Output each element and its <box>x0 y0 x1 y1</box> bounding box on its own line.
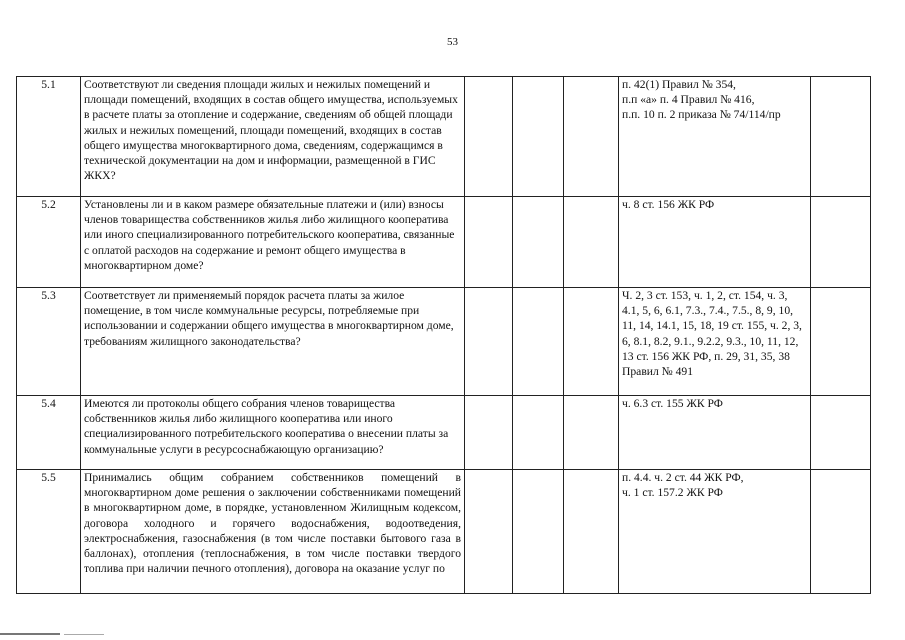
question-text: Установлены ли и в каком размере обязательные платежи и (или) взносы членов товарищества собственников жилья либо жилищного кооператива или иного специализированного потребительского кооператива, связанные с оплатой расходов на содержание и ремонт общего имущества в многоквартирном доме? <box>81 197 465 288</box>
row-number: 5.4 <box>17 396 81 470</box>
question-text: Имеются ли протоколы общего собрания членов товарищества собственников жилья либо жилищного кооператива или иного специализированного потребительского кооператива о внесении платы за коммунальные услуги в ресурсоснабжающую организацию? <box>81 396 465 470</box>
scan-artifact-line <box>64 634 104 635</box>
legal-reference: Ч. 2, 3 ст. 153, ч. 1, 2, ст. 154, ч. 3, 4.1, 5, 6, 6.1, 7.3., 7.4., 7.5., 8, 9, 10, 11, 14, 14.1, 15, 18, 19 ст. 155, ч. 2, 3, 6, 8.1, 8.2, 9.1., 9.2.2, 9.3., 10, 11, 12, 13 ст. 156 ЖК РФ, п. 29, 31, 35, 38 Правил № 491 <box>619 288 811 396</box>
note-cell <box>811 288 871 396</box>
question-text: Принимались общим собранием собственников помещений в многоквартирном доме решения о заключении собственниками помещений в многоквартирном доме, в порядке, установленном Жилищным кодексом, договора холодного и горячего водоснабжения, водоотведения, электроснабжения, газоснабжения (в том числе поставки бытового газа в баллонах), отопления (теплоснабжения, в том числе поставки твердого топлива при наличии печного отопления), договора на оказание услуг по <box>81 470 465 594</box>
page-number: 53 <box>447 36 458 48</box>
answer-no-cell <box>513 288 564 396</box>
answer-na-cell <box>564 396 619 470</box>
answer-na-cell <box>564 77 619 197</box>
question-text: Соответствует ли применяемый порядок расчета платы за жилое помещение, в том числе коммунальные ресурсы, потребляемые при использовании и содержании общего имущества в многоквартирном доме, требованиям жилищного законодательства? <box>81 288 465 396</box>
answer-yes-cell <box>465 470 513 594</box>
answer-no-cell <box>513 396 564 470</box>
answer-yes-cell <box>465 288 513 396</box>
scan-artifact-line <box>0 633 60 635</box>
answer-no-cell <box>513 77 564 197</box>
table-row <box>17 197 871 288</box>
answer-no-cell <box>513 470 564 594</box>
note-cell <box>811 396 871 470</box>
answer-yes-cell <box>465 396 513 470</box>
answer-yes-cell <box>465 77 513 197</box>
row-number: 5.3 <box>17 288 81 396</box>
table-row <box>17 77 871 197</box>
legal-reference: ч. 8 ст. 156 ЖК РФ <box>619 197 811 288</box>
note-cell <box>811 197 871 288</box>
answer-yes-cell <box>465 197 513 288</box>
table-row <box>17 470 871 594</box>
table-row <box>17 288 871 396</box>
answer-na-cell <box>564 288 619 396</box>
legal-reference: п. 4.4. ч. 2 ст. 44 ЖК РФ, ч. 1 ст. 157.2 ЖК РФ <box>619 470 811 594</box>
row-number: 5.1 <box>17 77 81 197</box>
answer-no-cell <box>513 197 564 288</box>
answer-na-cell <box>564 470 619 594</box>
question-text: Соответствуют ли сведения площади жилых и нежилых помещений и площади помещений, входящих в состав общего имущества, используемых в расчете платы за отопление и содержание, сведениям об общей площади жилых и нежилых помещений, площади помещений, входящих в состав общего имущества многоквартирного дома, сведениям, содержащимся в технической документации на дом и информации, размещенной в ГИС ЖКХ? <box>81 77 465 197</box>
table-row <box>17 396 871 470</box>
checklist-table <box>16 76 871 594</box>
note-cell <box>811 77 871 197</box>
legal-reference: ч. 6.3 ст. 155 ЖК РФ <box>619 396 811 470</box>
note-cell <box>811 470 871 594</box>
row-number: 5.5 <box>17 470 81 594</box>
legal-reference: п. 42(1) Правил № 354, п.п «а» п. 4 Правил № 416, п.п. 10 п. 2 приказа № 74/114/пр <box>619 77 811 197</box>
answer-na-cell <box>564 197 619 288</box>
row-number: 5.2 <box>17 197 81 288</box>
